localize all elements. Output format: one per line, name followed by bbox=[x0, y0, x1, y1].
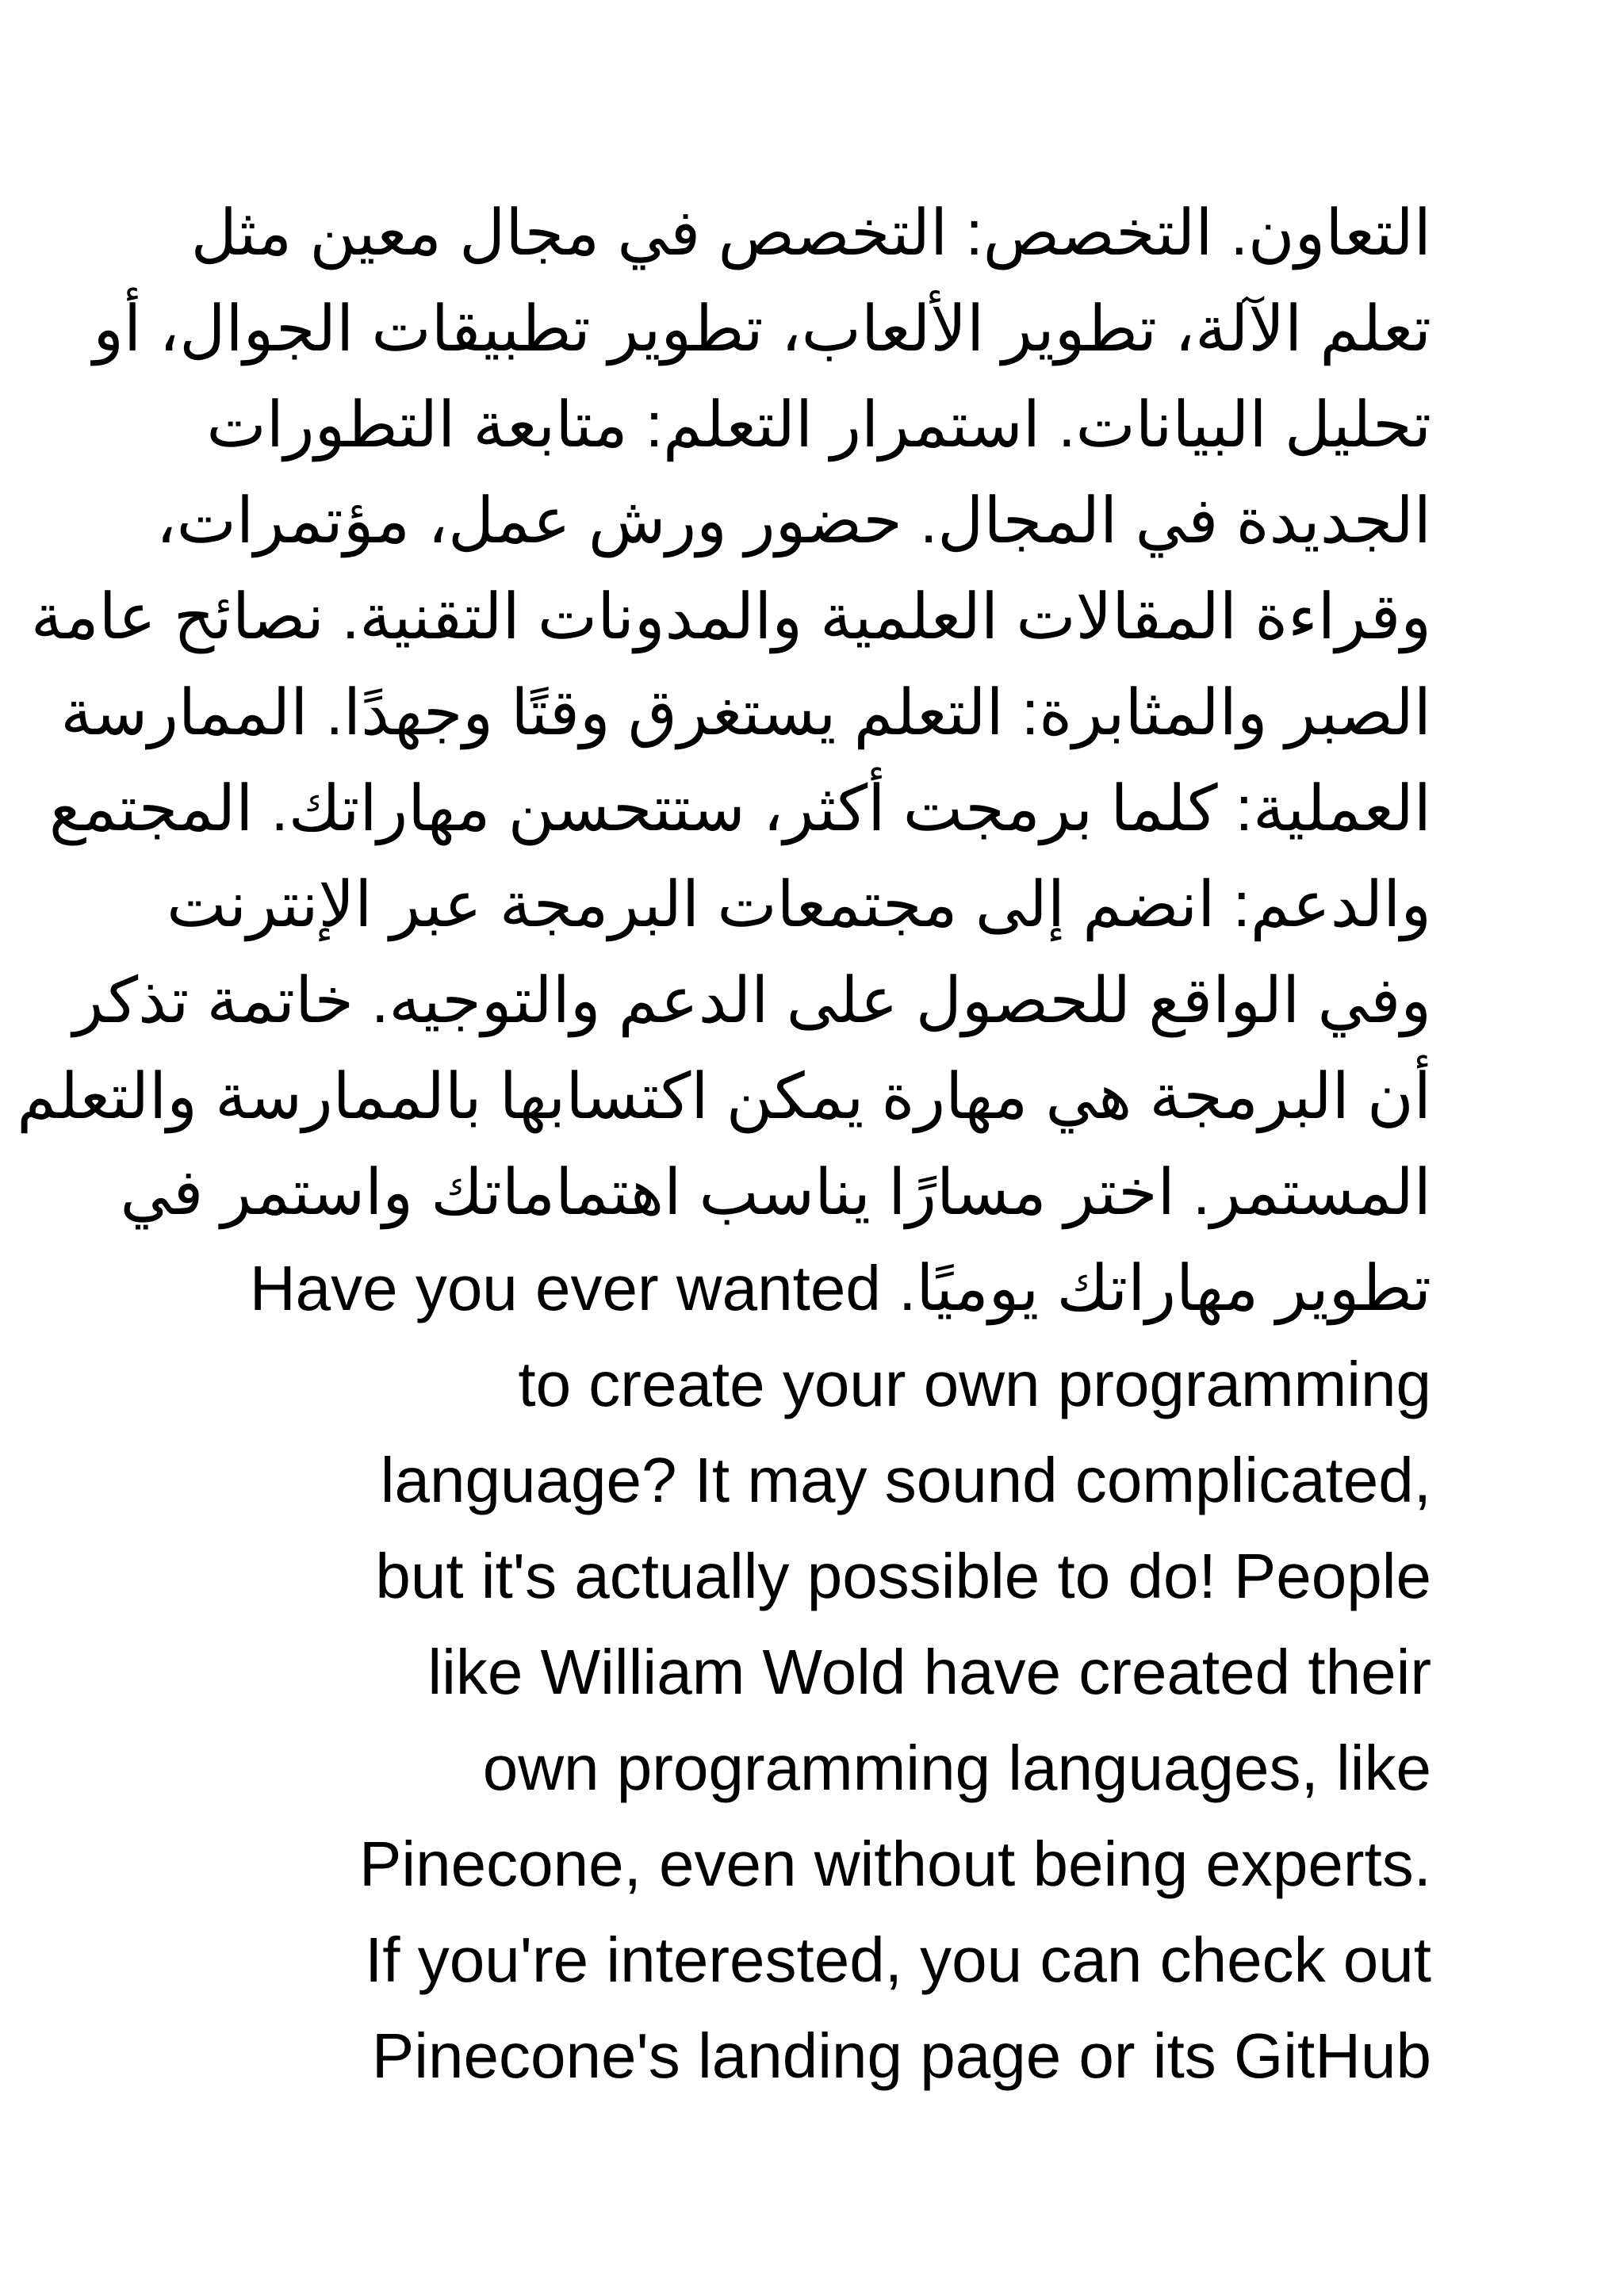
text-line: والدعم: انضم إلى مجتمعات البرمجة عبر الإنترنت bbox=[167, 869, 1431, 940]
text-line: but it's actually possible to do! People bbox=[375, 1541, 1431, 1611]
text-line: الصبر والمثابرة: التعلم يستغرق وقتًا وجهدًا. الممارسة bbox=[60, 677, 1431, 748]
text-line: own programming languages, like bbox=[482, 1733, 1431, 1803]
text-line: العملية: كلما برمجت أكثر، ستتحسن مهاراتك. المجتمع bbox=[48, 773, 1431, 844]
mixed-line-arabic: تطوير مهاراتك يوميًا. bbox=[898, 1253, 1431, 1323]
text-line: وقراءة المقالات العلمية والمدونات التقنية. نصائح عامة bbox=[30, 581, 1431, 652]
text-line: أن البرمجة هي مهارة يمكن اكتسابها بالممارسة والتعلم bbox=[17, 1061, 1431, 1132]
text-line: وفي الواقع للحصول على الدعم والتوجيه. خاتمة تذكر bbox=[72, 965, 1431, 1036]
text-line: الجديدة في المجال. حضور ورش عمل، مؤتمرات، bbox=[155, 485, 1431, 556]
text-line: Pinecone's landing page or its GitHub bbox=[371, 2020, 1431, 2091]
mixed-line-english: Have you ever wanted bbox=[249, 1253, 881, 1323]
text-line: Pinecone, even without being experts. bbox=[359, 1829, 1431, 1899]
text-line: تعلم الآلة، تطوير الألعاب، تطوير تطبيقات الجوال، أو bbox=[93, 293, 1431, 364]
text-line: to create your own programming bbox=[518, 1349, 1431, 1419]
text-line: المستمر. اختر مسارًا يناسب اهتماماتك واستمر في bbox=[120, 1157, 1431, 1227]
text-line: If you're interested, you can check out bbox=[365, 1924, 1431, 1995]
text-line: like William Wold have created their bbox=[427, 1637, 1431, 1707]
text-line: language? It may sound complicated, bbox=[380, 1445, 1431, 1515]
body-text bbox=[17, 185, 1431, 2104]
text-line: التعاون. التخصص: التخصص في مجال معين مثل bbox=[190, 197, 1431, 268]
text-line: تحليل البيانات. استمرار التعلم: متابعة التطورات bbox=[206, 389, 1431, 460]
mixed-text-line bbox=[198, 1240, 1431, 1336]
